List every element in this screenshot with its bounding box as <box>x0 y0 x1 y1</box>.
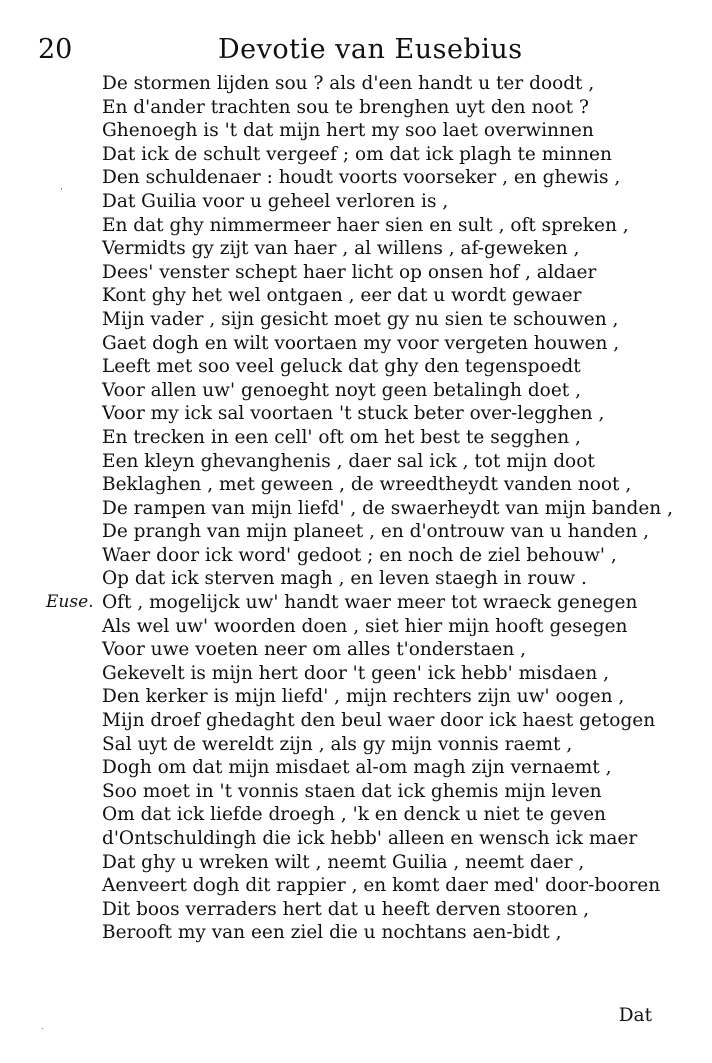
verse-line <box>0 544 712 568</box>
verse-text: Den kerker is mijn liefd' , mijn rechters zijn uw' oogen , <box>102 686 625 708</box>
verse-text: Dees' venster schept haer licht op onsen hof , aldaer <box>102 261 597 283</box>
verse-line <box>0 332 712 356</box>
page-number: 20 <box>38 34 73 65</box>
verse-line <box>0 426 712 450</box>
verse-line <box>0 497 712 521</box>
verse-line <box>0 709 712 733</box>
verse-text: Gekevelt is mijn hert door 't geen' ick hebb' misdaen , <box>102 662 610 684</box>
verse-text: Leeft met soo veel geluck dat ghy den tegenspoedt <box>102 356 581 378</box>
verse-line <box>0 520 712 544</box>
verse-text: Dat Guilia voor u geheel verloren is , <box>102 190 449 212</box>
verse-text: Den schuldenaer : houdt voorts voorseker , en ghewis , <box>102 167 621 189</box>
verse-line <box>0 780 712 804</box>
verse-line <box>0 851 712 875</box>
verse-block <box>0 72 712 945</box>
verse-line <box>0 638 712 662</box>
verse-line <box>0 473 712 497</box>
paper-speck: · <box>60 185 63 195</box>
verse-text: Voor my ick sal voortaen 't stuck beter over-legghen , <box>102 403 605 425</box>
verse-line <box>0 284 712 308</box>
verse-line <box>0 308 712 332</box>
speaker-label: Euse. <box>46 592 94 613</box>
verse-text: En dat ghy nimmermeer haer sien en sult , oft spreken , <box>102 214 629 236</box>
catchword: Dat <box>618 1005 652 1026</box>
verse-text: Dat ghy u wreken wilt , neemt Guilia , neemt daer , <box>102 851 585 873</box>
verse-line <box>0 921 712 945</box>
verse-line <box>0 827 712 851</box>
verse-text: Sal uyt de wereldt zijn , als gy mijn vonnis raemt , <box>102 733 573 755</box>
verse-text: De stormen lijden sou ? als d'een handt u ter doodt , <box>102 73 595 94</box>
verse-text: De prangh van mijn planeet , en d'ontrouw van u handen , <box>102 521 650 543</box>
verse-line <box>0 874 712 898</box>
verse-text: Voor allen uw' genoeght noyt geen betalingh doet , <box>102 379 581 401</box>
verse-line <box>0 355 712 379</box>
verse-line <box>0 615 712 639</box>
verse-text: Beklaghen , met geween , de wreedtheydt vanden noot , <box>102 474 632 496</box>
verse-line <box>0 450 712 474</box>
verse-text: Als wel uw' woorden doen , siet hier mijn hooft gesegen <box>102 615 628 637</box>
verse-line <box>0 190 712 214</box>
verse-text: En trecken in een cell' oft om het best te segghen , <box>102 426 581 448</box>
verse-line <box>0 119 712 143</box>
verse-line <box>0 591 712 615</box>
running-title: Devotie van Eusebius <box>218 34 523 65</box>
verse-line <box>0 166 712 190</box>
verse-text: Kont ghy het wel ontgaen , eer dat u wordt gewaer <box>102 285 582 307</box>
verse-line <box>0 898 712 922</box>
verse-text: De rampen van mijn liefd' , de swaerheydt van mijn banden , <box>102 497 673 519</box>
verse-line <box>0 96 712 120</box>
verse-text: Om dat ick liefde droegh , 'k en denck u niet te geven <box>102 804 606 826</box>
verse-text: Aenveert dogh dit rappier , en komt daer med' door-booren <box>102 875 661 897</box>
verse-text: Mijn droef ghedaght den beul waer door ick haest getogen <box>102 710 656 732</box>
verse-line <box>0 803 712 827</box>
verse-text: Soo moet in 't vonnis staen dat ick ghemis mijn leven <box>102 780 602 802</box>
verse-line <box>0 662 712 686</box>
verse-line <box>0 379 712 403</box>
verse-text: Voor uwe voeten neer om alles t'onderstaen , <box>102 639 527 661</box>
verse-line <box>0 143 712 167</box>
verse-text: Vermidts gy zijt van haer , al willens , af-geweken , <box>102 238 580 260</box>
verse-text: Oft , mogelijck uw' handt waer meer tot wraeck genegen <box>102 592 638 614</box>
verse-text: Dogh om dat mijn misdaet al-om magh zijn vernaemt , <box>102 757 612 779</box>
verse-line <box>0 237 712 261</box>
verse-line <box>0 261 712 285</box>
verse-text: Dit boos verraders hert dat u heeft derven stooren , <box>102 898 590 920</box>
verse-line <box>0 214 712 238</box>
verse-text: Berooft my van een ziel die u nochtans aen-bidt , <box>102 922 562 944</box>
verse-text: Dat ick de schult vergeef ; om dat ick plagh te minnen <box>102 143 612 165</box>
verse-text: Ghenoegh is 't dat mijn hert my soo laet overwinnen <box>102 120 594 142</box>
verse-text: Waer door ick word' gedoot ; en noch de ziel behouw' , <box>102 544 617 566</box>
page-header <box>38 34 678 74</box>
verse-line <box>0 72 712 96</box>
verse-line <box>0 756 712 780</box>
verse-line <box>0 567 712 591</box>
verse-line <box>0 733 712 757</box>
verse-text: Een kleyn ghevanghenis , daer sal ick , tot mijn doot <box>102 450 595 472</box>
paper-speck: ˙ <box>40 1028 45 1038</box>
verse-line <box>0 685 712 709</box>
verse-line <box>0 402 712 426</box>
verse-text: Mijn vader , sijn gesicht moet gy nu sien te schouwen , <box>102 308 619 330</box>
verse-text: d'Ontschuldingh die ick hebb' alleen en wensch ick maer <box>102 828 638 849</box>
verse-text: Gaet dogh en wilt voortaen my voor vergeten houwen , <box>102 332 620 354</box>
verse-text: En d'ander trachten sou te brenghen uyt den noot ? <box>102 96 589 118</box>
verse-text: Op dat ick sterven magh , en leven staegh in rouw . <box>102 568 587 590</box>
